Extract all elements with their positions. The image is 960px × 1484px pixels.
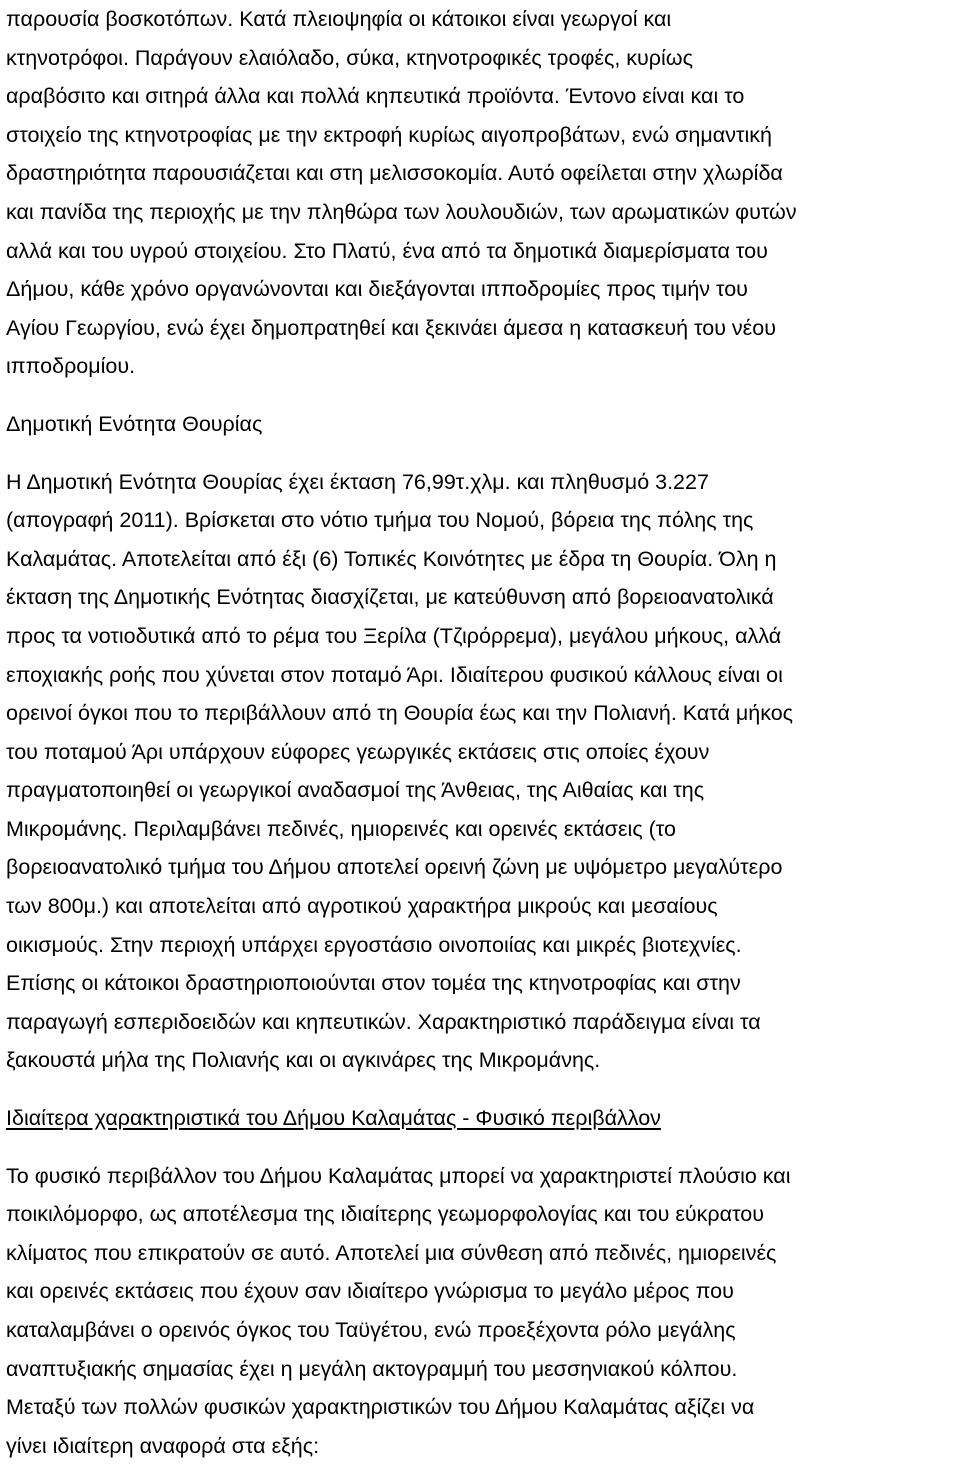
- text-line: ορεινοί όγκοι που το περιβάλλουν από τη Θουρία έως και την Πολιανή. Κατά μήκος: [6, 701, 794, 726]
- section-heading-natural-environment: Ιδιαίτερα χαρακτηριστικά του Δήμου Καλαμάτας - Φυσικό περιβάλλον: [6, 1106, 661, 1131]
- section-heading-thouria: Δημοτική Ενότητα Θουρίας: [6, 411, 263, 436]
- text-line: Επίσης οι κάτοικοι δραστηριοποιούνται στον τομέα της κτηνοτροφίας και στην: [6, 971, 741, 996]
- paragraph-gap: [6, 1080, 956, 1099]
- text-line: (απογραφή 2011). Βρίσκεται στο νότιο τμήμα του Νομού, βόρεια της πόλης της: [6, 508, 754, 533]
- text-line: στοιχείο της κτηνοτροφίας με την εκτροφή κυρίως αιγοπροβάτων, ενώ σημαντική: [6, 122, 772, 147]
- text-line: ιπποδρομίου.: [6, 354, 136, 379]
- paragraph-livestock: [6, 0, 956, 386]
- text-line: εποχιακής ροής που χύνεται στον ποταμό Άρι. Ιδιαίτερου φυσικού κάλλους είναι οι: [6, 662, 783, 687]
- paragraph-gap: [6, 386, 956, 405]
- document-page: [6, 0, 956, 1465]
- text-line: Μικρομάνης. Περιλαμβάνει πεδινές, ημιορεινές και ορεινές εκτάσεις (το: [6, 816, 676, 841]
- paragraph-gap: [6, 444, 956, 463]
- text-line: παραγωγή εσπεριδοειδών και κηπευτικών. Χαρακτηριστικό παράδειγμα είναι τα: [6, 1009, 761, 1034]
- text-line: αναπτυξιακής σημασίας έχει η μεγάλη ακτογραμμή του μεσσηνιακού κόλπου.: [6, 1356, 738, 1381]
- text-line: παρουσία βοσκοτόπων. Κατά πλειοψηφία οι κάτοικοι είναι γεωργοί και: [6, 7, 672, 31]
- text-line: του ποταμού Άρι υπάρχουν εύφορες γεωργικές εκτάσεις στις οποίες έχουν: [6, 739, 710, 764]
- text-line: ξακουστά μήλα της Πολιανής και οι αγκινάρες της Μικρομάνης.: [6, 1048, 601, 1073]
- text-line: έκταση της Δημοτικής Ενότητας διασχίζεται, με κατεύθυνση από βορειοανατολικά: [6, 585, 774, 610]
- text-line: Μεταξύ των πολλών φυσικών χαρακτηριστικών του Δήμου Καλαμάτας αξίζει να: [6, 1395, 755, 1420]
- text-line: προς τα νοτιοδυτικά από το ρέμα του Ξερίλα (Τζιρόρρεμα), μεγάλου μήκους, αλλά: [6, 623, 782, 648]
- text-line: Αγίου Γεωργίου, ενώ έχει δημοπρατηθεί και ξεκινάει άμεσα η κατασκευή του νέου: [6, 315, 776, 340]
- text-line: Καλαμάτας. Αποτελείται από έξι (6) Τοπικές Κοινότητες με έδρα τη Θουρία. Όλη η: [6, 546, 777, 571]
- text-line: καταλαμβάνει ο ορεινός όγκος του Ταϋγέτου, ενώ προεξέχοντα ρόλο μεγάλης: [6, 1318, 736, 1342]
- text-line: πραγματοποιηθεί οι γεωργικοί αναδασμοί της Άνθειας, της Αιθαίας και της: [6, 778, 705, 803]
- text-line: κτηνοτρόφοι. Παράγουν ελαιόλαδο, σύκα, κτηνοτροφικές τροφές, κυρίως: [6, 45, 693, 70]
- text-line: Δήμου, κάθε χρόνο οργανώνονται και διεξάγονται ιπποδρομίες προς τιμήν του: [6, 277, 748, 302]
- text-line: γίνει ιδιαίτερη αναφορά στα εξής:: [6, 1433, 320, 1458]
- text-line: Το φυσικό περιβάλλον του Δήμου Καλαμάτας μπορεί να χαρακτηριστεί πλούσιο και: [6, 1163, 791, 1188]
- text-line: οικισμούς. Στην περιοχή υπάρχει εργοστάσιο οινοποιίας και μικρές βιοτεχνίες.: [6, 932, 742, 957]
- text-line: αλλά και του υγρού στοιχείου. Στο Πλατύ, ένα από τα δημοτικά διαμερίσματα του: [6, 238, 768, 263]
- text-line: των 800μ.) και αποτελείται από αγροτικού χαρακτήρα μικρούς και μεσαίους: [6, 894, 718, 919]
- paragraph-thouria: [6, 463, 956, 1081]
- paragraph-gap: [6, 1138, 956, 1157]
- text-line: ποικιλόμορφο, ως αποτέλεσμα της ιδιαίτερης γεωμορφολογίας και του εύκρατου: [6, 1202, 764, 1227]
- text-line: αραβόσιτο και σιτηρά άλλα και πολλά κηπευτικά προϊόντα. Έντονο είναι και το: [6, 84, 745, 109]
- text-line: βορειοανατολικό τμήμα του Δήμου αποτελεί ορεινή ζώνη με υψόμετρο μεγαλύτερο: [6, 855, 783, 880]
- text-line: και πανίδα της περιοχής με την πληθώρα των λουλουδιών, των αρωματικών φυτών: [6, 199, 797, 224]
- text-line: κλίματος που επικρατούν σε αυτό. Αποτελεί μια σύνθεση από πεδινές, ημιορεινές: [6, 1240, 777, 1265]
- text-line: δραστηριότητα παρουσιάζεται και στη μελισσοκομία. Αυτό οφείλεται στην χλωρίδα: [6, 161, 783, 186]
- text-line: και ορεινές εκτάσεις που έχουν σαν ιδιαίτερο γνώρισμα το μεγάλο μέρος που: [6, 1279, 734, 1304]
- paragraph-natural-environment: [6, 1157, 956, 1466]
- text-line: Η Δημοτική Ενότητα Θουρίας έχει έκταση 76,99τ.χλμ. και πληθυσμό 3.227: [6, 469, 709, 494]
